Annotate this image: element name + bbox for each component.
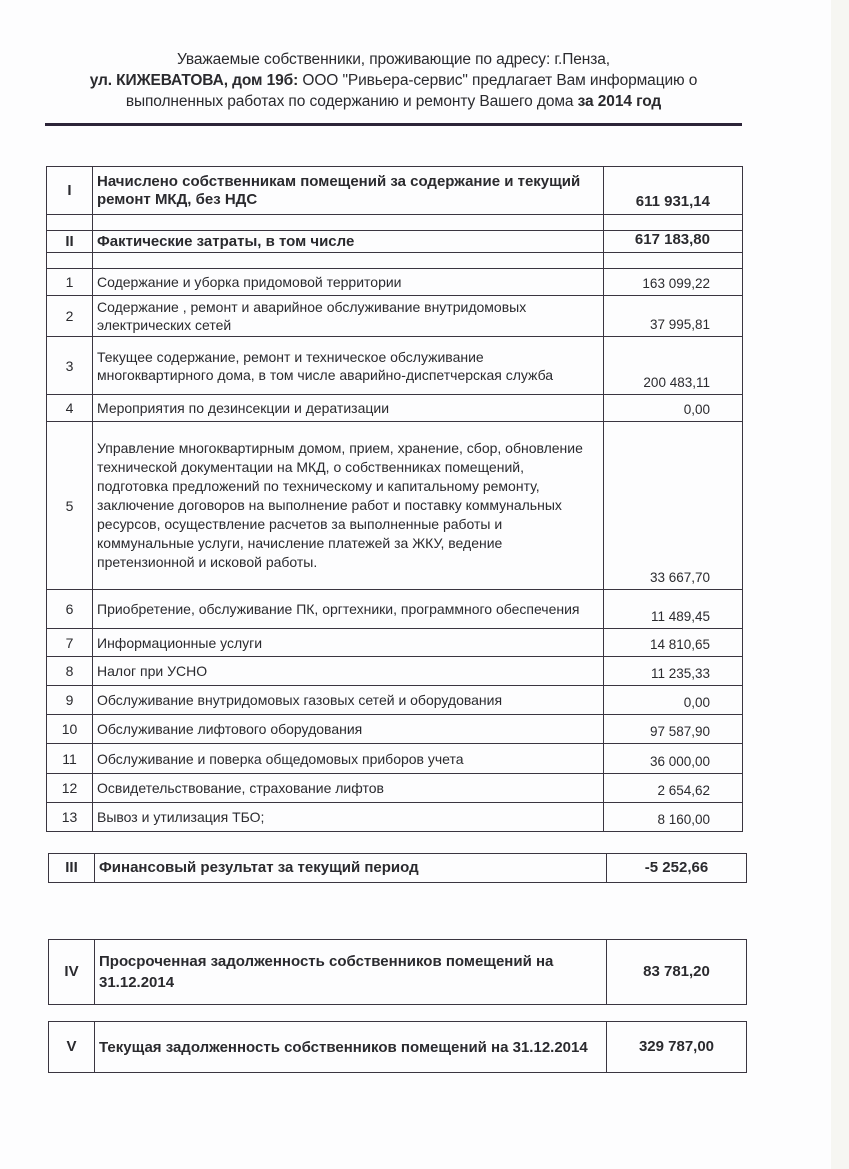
table-row: 7 Информационные услуги 14 810,65 [47, 629, 743, 657]
table-row: 8 Налог при УСНО 11 235,33 [47, 657, 743, 686]
table-row: 4 Мероприятия по дезинсекции и дератизации 0,00 [47, 395, 743, 422]
row-number: V [49, 1022, 95, 1073]
table-row: 9 Обслуживание внутридомовых газовых сетей и оборудования 0,00 [47, 686, 743, 715]
header-line-2: ул. КИЖЕВАТОВА, дом 19б: ООО "Ривьера-сервис" предлагает Вам информацию о [89, 72, 698, 89]
row-number: II [47, 231, 93, 253]
expenses-table [46, 166, 743, 832]
row-value: 329 787,00 [607, 1022, 747, 1073]
table-row: 2 Содержание , ремонт и аварийное обслуживание внутридомовых электрических сетей 37 995,81 [47, 296, 743, 337]
table-row: 1 Содержание и уборка придомовой территории 163 099,22 [47, 269, 743, 296]
table-row: 3 Текущее содержание, ремонт и техническое обслуживание многоквартирного дома, в том числе аварийно-диспетчерская служба 200 483,11 [47, 337, 743, 395]
section-I-row [47, 167, 743, 215]
year-bold: за 2014 год [577, 93, 662, 110]
spacer-row [47, 253, 743, 269]
row-label: Фактические затраты, в том числе [93, 231, 604, 253]
row-label: Просроченная задолженность собственников помещений на 31.12.2014 [95, 940, 607, 1005]
header-rule [45, 123, 742, 126]
row-number: IV [49, 940, 95, 1005]
table-row: 13 Вывоз и утилизация ТБО; 8 160,00 [47, 803, 743, 832]
table-row: 5 Управление многоквартирным домом, прием, хранение, сбор, обновление технической документации на МКД, о собственниках помещений, подготовка предложений по техническому и капитальному ремонту, заключение договоров на выполнение работ и поставку коммунальных ресурсов, осуществление расчетов за выполненные работы и коммунальные услуги, начисление платежей за ЖКУ, ведение претензионной и исковой работы. 33 667,70 [47, 422, 743, 590]
row-value: 617 183,80 [604, 231, 743, 253]
row-value: -5 252,66 [607, 854, 747, 883]
scan-page-edge [831, 0, 849, 1169]
table-row: 11 Обслуживание и поверка общедомовых приборов учета 36 000,00 [47, 744, 743, 774]
address-bold: ул. КИЖЕВАТОВА, дом 19б: [89, 72, 299, 89]
overdue-debt-table [48, 939, 747, 1005]
document-header [45, 49, 742, 112]
row-value: 611 931,14 [604, 167, 743, 215]
row-number: I [47, 167, 93, 215]
table-row: 10 Обслуживание лифтового оборудования 97 587,90 [47, 715, 743, 744]
header-line-3: выполненных работах по содержанию и ремонту Вашего дома за 2014 год [125, 93, 662, 110]
current-debt-table [48, 1021, 747, 1073]
section-IV-row [49, 940, 747, 1005]
row-label: Начислено собственникам помещений за содержание и текущий ремонт МКД, без НДС [93, 167, 604, 215]
table-row: 12 Освидетельствование, страхование лифтов 2 654,62 [47, 774, 743, 803]
row-number: III [49, 854, 95, 883]
financial-result-table [48, 853, 747, 883]
header-line-1: Уважаемые собственники, проживающие по адресу: г.Пенза, [177, 51, 610, 68]
section-V-row [49, 1022, 747, 1073]
row-label: Текущая задолженность собственников помещений на 31.12.2014 [95, 1022, 607, 1073]
table-row: 6 Приобретение, обслуживание ПК, оргтехники, программного обеспечения 11 489,45 [47, 590, 743, 629]
section-III-row [49, 854, 747, 883]
row-value: 83 781,20 [607, 940, 747, 1005]
section-II-row [47, 231, 743, 253]
row-label: Финансовый результат за текущий период [95, 854, 607, 883]
spacer-row [47, 215, 743, 231]
